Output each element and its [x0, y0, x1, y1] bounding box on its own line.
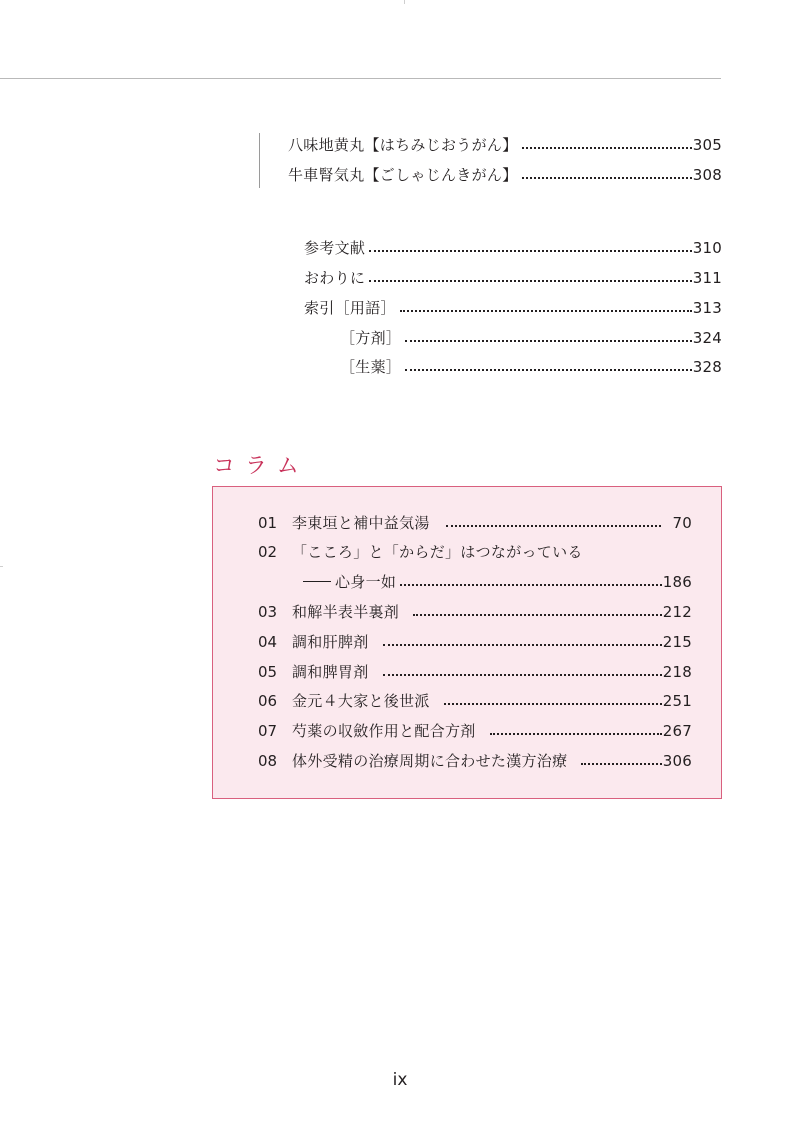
back-matter-entry[interactable] [304, 266, 722, 290]
back-matter-page: 324 [692, 329, 722, 347]
header-rule [0, 78, 721, 79]
column-item[interactable] [258, 540, 692, 564]
page-number: ix [392, 1070, 408, 1090]
back-matter-entry[interactable] [304, 296, 722, 320]
column-item[interactable] [258, 511, 692, 535]
column-item[interactable] [258, 660, 692, 684]
column-item[interactable] [258, 630, 692, 654]
back-matter-entry[interactable] [340, 326, 722, 350]
column-item-page: 212 [662, 603, 692, 621]
dot-leader [405, 340, 692, 342]
dot-leader [581, 763, 661, 765]
dot-leader [400, 584, 662, 586]
dot-leader [413, 614, 662, 616]
column-item-page: 251 [662, 692, 692, 710]
column-item-page: 218 [662, 663, 692, 681]
dot-leader [383, 644, 662, 646]
column-item-number: 01 [258, 514, 278, 532]
column-item[interactable] [258, 689, 692, 713]
column-section-title: コラム [213, 454, 309, 479]
column-item-label: 調和脾胃剤 [292, 663, 369, 681]
column-item[interactable] [258, 600, 692, 624]
dot-leader [490, 733, 662, 735]
back-matter-page: 311 [692, 269, 722, 287]
toc-entry-page: 308 [692, 166, 722, 184]
column-item-page: 70 [672, 514, 692, 532]
column-item-subtitle-row[interactable] [303, 570, 692, 594]
column-item-page: 186 [662, 573, 692, 591]
dot-leader [522, 177, 692, 179]
dot-leader [369, 250, 692, 252]
back-matter-entry[interactable] [340, 355, 722, 379]
column-item-page: 306 [662, 752, 692, 770]
column-item-label: 李東垣と補中益気湯 [292, 514, 430, 532]
back-matter-label: ［生薬］ [340, 358, 402, 376]
back-matter-label: おわりに [304, 269, 366, 287]
column-item-label: 金元４大家と後世派 [292, 692, 430, 710]
dot-leader [444, 703, 662, 705]
dot-leader [405, 369, 692, 371]
column-item-label: 調和肝脾剤 [292, 633, 369, 651]
column-item-number: 07 [258, 722, 278, 740]
toc-entry[interactable] [288, 163, 722, 187]
column-item-number: 06 [258, 692, 278, 710]
dot-leader [383, 674, 662, 676]
back-matter-page: 313 [692, 299, 722, 317]
back-matter-entry[interactable] [304, 236, 722, 260]
column-item-label: 「こころ」と「からだ」はつながっている [292, 543, 583, 561]
toc-entry[interactable] [288, 133, 722, 157]
column-item-number: 03 [258, 603, 278, 621]
back-matter-page: 310 [692, 239, 722, 257]
dot-leader [369, 280, 692, 282]
dot-leader [400, 310, 692, 312]
column-item-number: 08 [258, 752, 278, 770]
toc-entry-page: 305 [692, 136, 722, 154]
column-item[interactable] [258, 749, 692, 773]
column-item-number: 04 [258, 633, 278, 651]
toc-entry-label: 牛車腎気丸【ごしゃじんきがん】 [288, 166, 518, 184]
column-item-page: 267 [662, 722, 692, 740]
dot-leader [446, 525, 661, 527]
column-item-number: 05 [258, 663, 278, 681]
back-matter-label: 索引［用語］ [304, 299, 396, 317]
back-matter-page: 328 [692, 358, 722, 376]
column-item-label: 体外受精の治療周期に合わせた漢方治療 [292, 752, 568, 770]
em-dash [303, 581, 331, 582]
column-item-number: 02 [258, 543, 278, 561]
column-item-page: 215 [662, 633, 692, 651]
crop-mark-top [404, 0, 405, 4]
column-item-subtitle: 心身一如 [335, 573, 397, 591]
toc-entry-label: 八味地黄丸【はちみじおうがん】 [288, 136, 518, 154]
crop-mark-left [0, 566, 3, 567]
back-matter-label: ［方剤］ [340, 329, 402, 347]
column-item-label: 芍薬の収斂作用と配合方剤 [292, 722, 476, 740]
dot-leader [522, 147, 692, 149]
column-item-label: 和解半表半裏剤 [292, 603, 400, 621]
column-item[interactable] [258, 719, 692, 743]
back-matter-label: 参考文献 [304, 239, 366, 257]
